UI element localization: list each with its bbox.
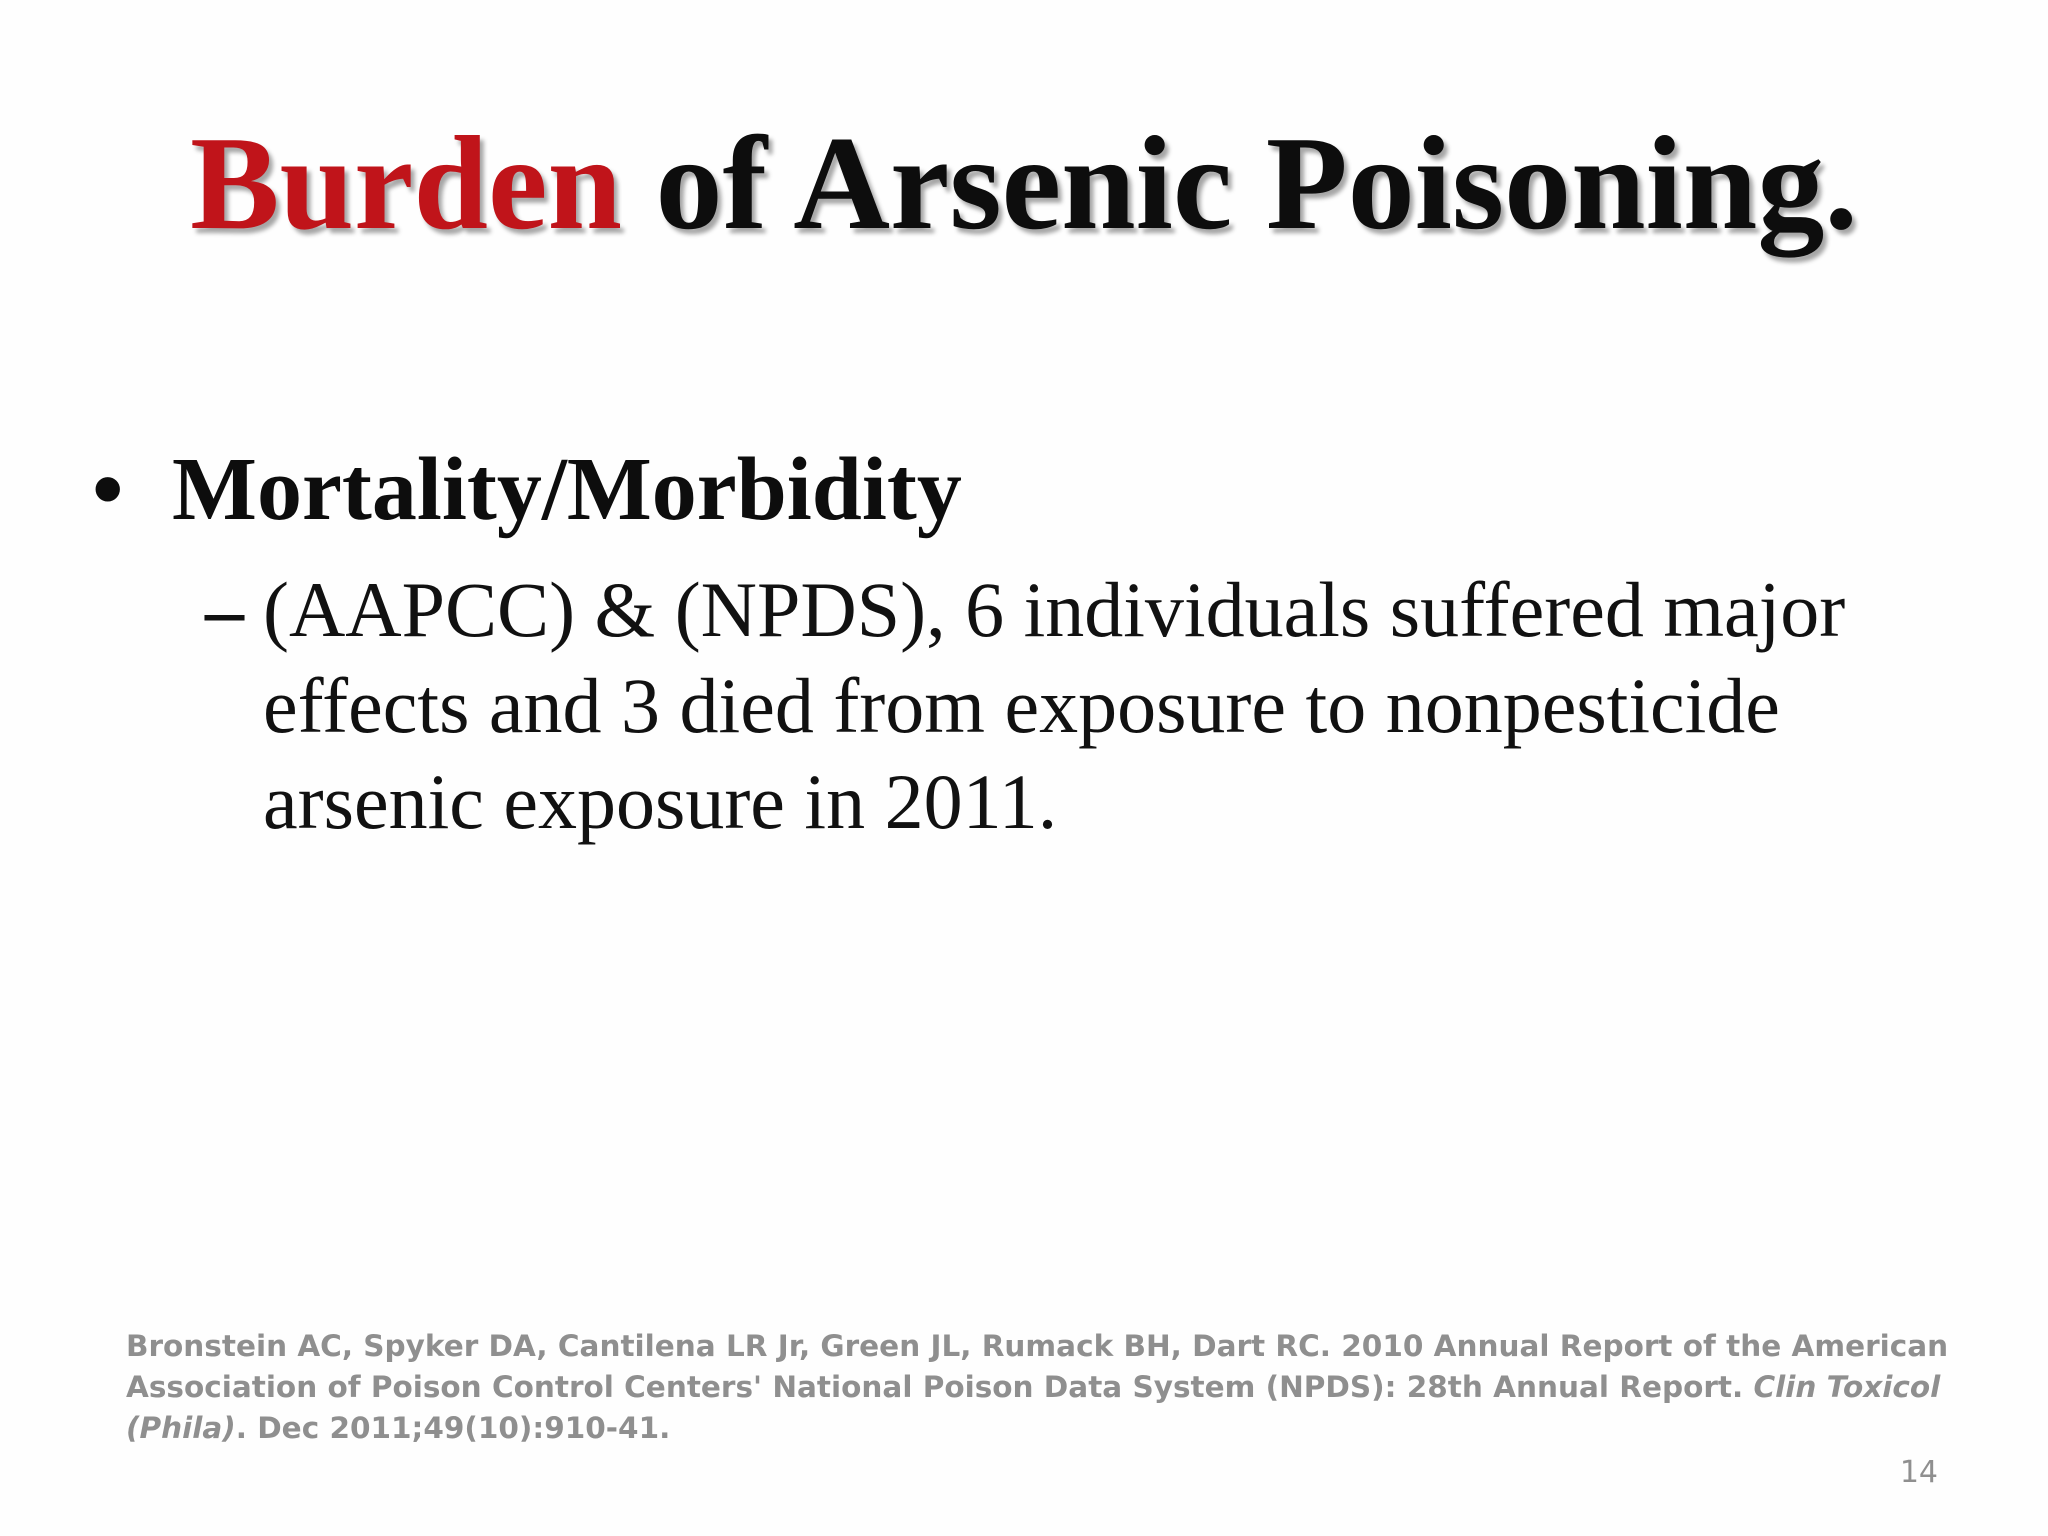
- title-accent-word: Burden: [190, 109, 623, 257]
- citation-volume: . Dec 2011;49(10):910-41.: [235, 1411, 671, 1445]
- sub-bullet-text: (AAPCC) & (NPDS), 6 individuals suffered major effects and 3 died from exposure to nonpesticide arsenic exposure in 2011.: [263, 566, 1846, 845]
- sub-bullet-item: [205, 562, 1925, 850]
- bullet-marker: •: [92, 440, 124, 539]
- bullet-heading: Mortality/Morbidity: [172, 440, 962, 539]
- slide-title: [0, 103, 2048, 263]
- citation-journal: Clin Toxicol (Phila): [126, 1370, 1941, 1445]
- title-rest: of Arsenic Poisoning.: [622, 109, 1858, 257]
- citation: [126, 1326, 1966, 1449]
- citation-authors-title: Bronstein AC, Spyker DA, Cantilena LR Jr, Green JL, Rumack BH, Dart RC. 2010 Annual Report of the American Association of Poison Control Centers' National Poison Data System (NPDS): 28th Annual Report.: [126, 1329, 1949, 1404]
- sub-bullet-marker: –: [205, 566, 244, 653]
- page-number: 14: [1899, 1455, 1938, 1490]
